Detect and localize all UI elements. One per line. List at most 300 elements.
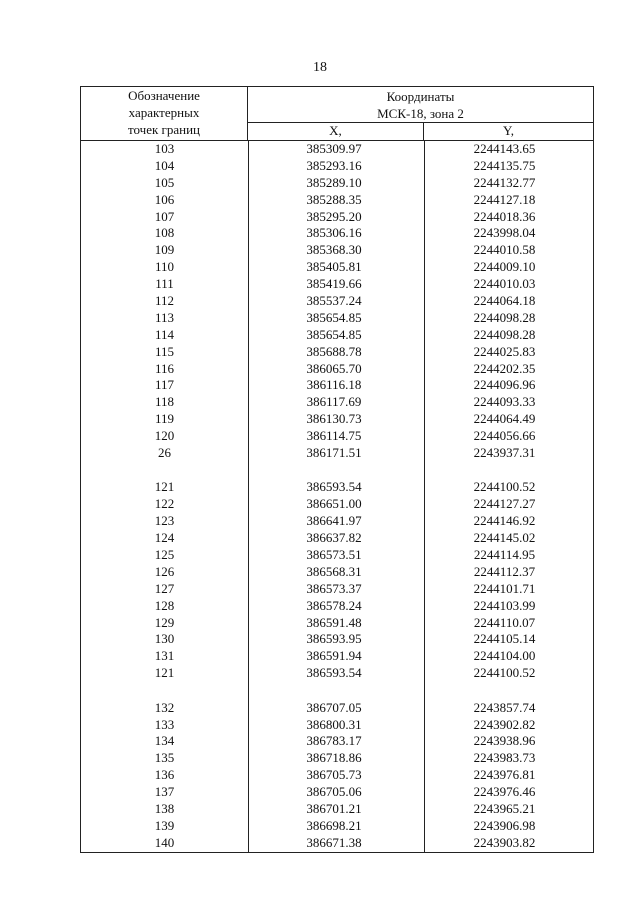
page-number: 18 bbox=[313, 60, 327, 75]
table-body bbox=[81, 141, 593, 852]
point-number-cell bbox=[81, 496, 248, 513]
x-coordinate-cell-text: 385295.20 bbox=[306, 208, 362, 224]
table-row bbox=[81, 327, 593, 344]
x-coordinate-cell bbox=[248, 310, 424, 327]
x-coordinate-cell-text: 385293.16 bbox=[306, 157, 362, 173]
point-number-cell-text: 109 bbox=[154, 242, 175, 258]
point-number-cell-text: 129 bbox=[154, 614, 175, 630]
x-coordinate-cell-text: 386591.94 bbox=[306, 648, 362, 664]
y-coordinate-cell bbox=[424, 767, 593, 784]
y-coordinate-cell-text: 2244127.18 bbox=[473, 191, 536, 207]
point-number-cell bbox=[81, 835, 248, 852]
point-number-cell-text: 133 bbox=[154, 716, 175, 732]
x-coordinate-cell bbox=[248, 513, 424, 530]
x-coordinate-cell bbox=[248, 225, 424, 242]
point-number-cell bbox=[81, 631, 248, 648]
point-number-cell bbox=[81, 801, 248, 818]
y-coordinate-cell bbox=[424, 225, 593, 242]
x-coordinate-cell bbox=[248, 801, 424, 818]
table-row bbox=[81, 209, 593, 226]
y-coordinate-cell bbox=[424, 428, 593, 445]
y-coordinate-cell-text: 2244110.07 bbox=[473, 614, 536, 630]
point-number-cell bbox=[81, 462, 248, 480]
table-row bbox=[81, 428, 593, 445]
point-number-cell-text: 104 bbox=[154, 157, 175, 173]
table-row bbox=[81, 700, 593, 717]
x-coordinate-cell bbox=[248, 462, 424, 480]
point-number-cell-text: 128 bbox=[154, 597, 175, 613]
table-row bbox=[81, 310, 593, 327]
y-coordinate-cell-text: 2244146.92 bbox=[473, 513, 536, 529]
point-number-cell bbox=[81, 598, 248, 615]
point-number-cell bbox=[81, 445, 248, 462]
point-number-cell-text: 124 bbox=[154, 530, 175, 546]
point-number-cell bbox=[81, 750, 248, 767]
y-coordinate-cell-text: 2244202.35 bbox=[473, 360, 536, 376]
table-row bbox=[81, 818, 593, 835]
y-coordinate-cell-text: 2244145.02 bbox=[473, 530, 536, 546]
x-coordinate-cell-text: 385654.85 bbox=[306, 326, 362, 342]
point-number-cell-text: 117 bbox=[154, 377, 175, 393]
point-number-cell bbox=[81, 158, 248, 175]
y-coordinate-cell-text: 2244096.96 bbox=[473, 377, 536, 393]
point-number-cell bbox=[81, 175, 248, 192]
y-coordinate-cell bbox=[424, 784, 593, 801]
x-coordinate-cell-text: 385405.81 bbox=[306, 259, 362, 275]
table-row bbox=[81, 225, 593, 242]
x-coordinate-cell bbox=[248, 750, 424, 767]
y-coordinate-cell bbox=[424, 700, 593, 717]
table-row-spacer bbox=[81, 462, 593, 480]
x-coordinate-cell bbox=[248, 530, 424, 547]
y-coordinate-cell bbox=[424, 496, 593, 513]
point-number-cell bbox=[81, 310, 248, 327]
point-number-cell bbox=[81, 615, 248, 632]
y-coordinate-cell bbox=[424, 717, 593, 734]
x-coordinate-cell bbox=[248, 598, 424, 615]
header-x: X, bbox=[248, 123, 424, 141]
x-coordinate-cell-text: 385654.85 bbox=[306, 309, 362, 325]
y-coordinate-cell bbox=[424, 411, 593, 428]
point-number-cell-text: 135 bbox=[154, 750, 175, 766]
table-row bbox=[81, 615, 593, 632]
x-coordinate-cell-text: 386651.00 bbox=[306, 496, 362, 512]
point-number-cell bbox=[81, 564, 248, 581]
header-point-designation-line: Обозначение bbox=[128, 88, 200, 103]
point-number-cell-text: 131 bbox=[154, 648, 175, 664]
y-coordinate-cell bbox=[424, 682, 593, 700]
table-row-spacer bbox=[81, 682, 593, 700]
y-coordinate-cell bbox=[424, 648, 593, 665]
point-number-cell-text: 132 bbox=[154, 699, 175, 715]
y-coordinate-cell bbox=[424, 327, 593, 344]
point-number-cell-text: 116 bbox=[154, 360, 175, 376]
point-number-cell bbox=[81, 818, 248, 835]
table-row bbox=[81, 835, 593, 852]
point-number-cell-text: 107 bbox=[154, 208, 175, 224]
table-row bbox=[81, 750, 593, 767]
table-row bbox=[81, 513, 593, 530]
y-coordinate-cell-text: 2244135.75 bbox=[473, 157, 536, 173]
table-row bbox=[81, 733, 593, 750]
point-number-cell-text: 123 bbox=[154, 513, 175, 529]
x-coordinate-cell-text: 386593.54 bbox=[306, 479, 362, 495]
y-coordinate-cell-text: 2244103.99 bbox=[473, 597, 536, 613]
point-number-cell-text: 140 bbox=[154, 834, 175, 850]
table-row bbox=[81, 259, 593, 276]
x-coordinate-cell bbox=[248, 835, 424, 852]
x-coordinate-cell bbox=[248, 445, 424, 462]
point-number-cell bbox=[81, 513, 248, 530]
header-point-designation bbox=[81, 87, 248, 140]
x-coordinate-cell bbox=[248, 615, 424, 632]
y-coordinate-cell bbox=[424, 276, 593, 293]
y-coordinate-cell bbox=[424, 158, 593, 175]
x-coordinate-cell-text: 386671.38 bbox=[306, 834, 362, 850]
y-coordinate-cell-text: 2244112.37 bbox=[473, 563, 536, 579]
point-number-cell-text: 103 bbox=[154, 141, 175, 156]
point-number-cell bbox=[81, 428, 248, 445]
x-coordinate-cell-text: 385288.35 bbox=[306, 191, 362, 207]
y-coordinate-cell-text: 2244064.49 bbox=[473, 411, 536, 427]
x-coordinate-cell bbox=[248, 733, 424, 750]
y-coordinate-cell-text: 2244018.36 bbox=[473, 208, 536, 224]
x-coordinate-cell bbox=[248, 242, 424, 259]
table-row bbox=[81, 665, 593, 682]
y-coordinate-cell-text: 2243937.31 bbox=[473, 445, 536, 461]
y-coordinate-cell bbox=[424, 530, 593, 547]
point-number-cell-text: 125 bbox=[154, 546, 175, 562]
x-coordinate-cell bbox=[248, 700, 424, 717]
point-number-cell-text: 137 bbox=[154, 784, 175, 800]
point-number-cell-text: 139 bbox=[154, 817, 175, 833]
table-row bbox=[81, 445, 593, 462]
x-coordinate-cell-text: 386578.24 bbox=[306, 597, 362, 613]
x-coordinate-cell-text: 386573.37 bbox=[306, 580, 362, 596]
point-number-cell-text: 115 bbox=[154, 343, 175, 359]
x-coordinate-cell-text: 385537.24 bbox=[306, 293, 362, 309]
x-coordinate-cell bbox=[248, 411, 424, 428]
y-coordinate-cell bbox=[424, 293, 593, 310]
x-coordinate-cell bbox=[248, 767, 424, 784]
y-coordinate-cell bbox=[424, 377, 593, 394]
point-number-cell bbox=[81, 192, 248, 209]
x-coordinate-cell-text: 386637.82 bbox=[306, 530, 362, 546]
y-coordinate-cell bbox=[424, 835, 593, 852]
x-coordinate-cell-text: 386701.21 bbox=[306, 800, 362, 816]
y-coordinate-cell-text: 2244093.33 bbox=[473, 394, 536, 410]
x-coordinate-cell-text: 386593.95 bbox=[306, 631, 362, 647]
x-coordinate-cell bbox=[248, 428, 424, 445]
point-number-cell bbox=[81, 276, 248, 293]
point-number-cell bbox=[81, 259, 248, 276]
y-coordinate-cell bbox=[424, 581, 593, 598]
x-coordinate-cell bbox=[248, 631, 424, 648]
point-number-cell-text: 112 bbox=[154, 293, 175, 309]
x-coordinate-cell-text: 386117.69 bbox=[306, 394, 362, 410]
y-coordinate-cell-text: 2244143.65 bbox=[473, 141, 536, 156]
y-coordinate-cell-text: 2243902.82 bbox=[473, 716, 536, 732]
y-coordinate-cell-text: 2244025.83 bbox=[473, 343, 536, 359]
x-coordinate-cell bbox=[248, 564, 424, 581]
x-coordinate-cell bbox=[248, 479, 424, 496]
point-number-cell-text: 127 bbox=[154, 580, 175, 596]
y-coordinate-cell-text: 2243998.04 bbox=[473, 225, 536, 241]
y-coordinate-cell-text: 2243965.21 bbox=[473, 800, 536, 816]
y-coordinate-cell-text: 2243938.96 bbox=[473, 733, 536, 749]
point-number-cell bbox=[81, 547, 248, 564]
table-row bbox=[81, 192, 593, 209]
y-coordinate-cell bbox=[424, 462, 593, 480]
point-number-cell bbox=[81, 141, 248, 158]
y-coordinate-cell-text: 2244100.52 bbox=[473, 665, 536, 681]
point-number-cell bbox=[81, 479, 248, 496]
x-coordinate-cell bbox=[248, 175, 424, 192]
table-row bbox=[81, 581, 593, 598]
table-row bbox=[81, 496, 593, 513]
y-coordinate-cell-text: 2243906.98 bbox=[473, 817, 536, 833]
y-coordinate-cell-text: 2244100.52 bbox=[473, 479, 536, 495]
y-coordinate-cell bbox=[424, 242, 593, 259]
table-row bbox=[81, 564, 593, 581]
x-coordinate-cell bbox=[248, 344, 424, 361]
x-coordinate-cell bbox=[248, 682, 424, 700]
point-number-cell bbox=[81, 344, 248, 361]
y-coordinate-cell-text: 2243857.74 bbox=[473, 699, 536, 715]
y-coordinate-cell bbox=[424, 361, 593, 378]
y-coordinate-cell-text: 2244098.28 bbox=[473, 309, 536, 325]
x-coordinate-cell-text: 386591.48 bbox=[306, 614, 362, 630]
point-number-cell-text: 111 bbox=[155, 276, 174, 292]
point-number-cell-text: 118 bbox=[154, 394, 175, 410]
x-coordinate-cell-text: 386705.06 bbox=[306, 784, 362, 800]
x-coordinate-cell-text: 386641.97 bbox=[306, 513, 362, 529]
y-coordinate-cell bbox=[424, 445, 593, 462]
header-point-designation-line: точек границ bbox=[127, 122, 201, 137]
x-coordinate-cell-text: 386116.18 bbox=[306, 377, 362, 393]
table-row bbox=[81, 377, 593, 394]
y-coordinate-cell bbox=[424, 479, 593, 496]
point-number-cell bbox=[81, 411, 248, 428]
y-coordinate-cell-text: 2244064.18 bbox=[473, 293, 536, 309]
table-row bbox=[81, 141, 593, 158]
y-coordinate-cell bbox=[424, 631, 593, 648]
y-coordinate-cell bbox=[424, 665, 593, 682]
table-row bbox=[81, 361, 593, 378]
point-number-cell-text: 105 bbox=[154, 174, 175, 190]
point-number-cell-text: 126 bbox=[154, 563, 175, 579]
x-coordinate-cell-text: 386800.31 bbox=[306, 716, 362, 732]
y-coordinate-cell bbox=[424, 259, 593, 276]
x-coordinate-cell-text: 386705.73 bbox=[306, 767, 362, 783]
x-coordinate-cell bbox=[248, 141, 424, 158]
table-row bbox=[81, 394, 593, 411]
header-axis-columns bbox=[248, 123, 593, 141]
y-coordinate-cell bbox=[424, 192, 593, 209]
point-number-cell bbox=[81, 581, 248, 598]
table-row bbox=[81, 547, 593, 564]
y-coordinate-cell bbox=[424, 750, 593, 767]
x-coordinate-cell-text: 386568.31 bbox=[306, 563, 362, 579]
point-number-cell-text: 138 bbox=[154, 800, 175, 816]
x-coordinate-cell bbox=[248, 361, 424, 378]
header-coordinates-title bbox=[248, 87, 593, 123]
x-coordinate-cell bbox=[248, 377, 424, 394]
x-coordinate-cell bbox=[248, 784, 424, 801]
header-coordinates-title-line: МСК-18, зона 2 bbox=[377, 106, 464, 121]
header-coordinates bbox=[248, 87, 593, 140]
y-coordinate-cell bbox=[424, 733, 593, 750]
x-coordinate-cell bbox=[248, 496, 424, 513]
table-row bbox=[81, 717, 593, 734]
x-coordinate-cell bbox=[248, 158, 424, 175]
table-row bbox=[81, 648, 593, 665]
point-number-cell bbox=[81, 377, 248, 394]
table-row bbox=[81, 158, 593, 175]
y-coordinate-cell bbox=[424, 547, 593, 564]
y-coordinate-cell-text: 2244009.10 bbox=[473, 259, 536, 275]
x-coordinate-cell bbox=[248, 276, 424, 293]
x-coordinate-cell-text: 386065.70 bbox=[306, 360, 362, 376]
y-coordinate-cell-text: 2244010.58 bbox=[473, 242, 536, 258]
y-coordinate-cell-text: 2244101.71 bbox=[473, 580, 536, 596]
y-coordinate-cell bbox=[424, 344, 593, 361]
point-number-cell bbox=[81, 394, 248, 411]
point-number-cell bbox=[81, 209, 248, 226]
y-coordinate-cell-text: 2244114.95 bbox=[473, 546, 536, 562]
x-coordinate-cell bbox=[248, 293, 424, 310]
y-coordinate-cell-text: 2244056.66 bbox=[473, 428, 536, 444]
point-number-cell bbox=[81, 293, 248, 310]
table-row bbox=[81, 242, 593, 259]
x-coordinate-cell-text: 386130.73 bbox=[306, 411, 362, 427]
table-header bbox=[81, 87, 593, 141]
header-point-designation-line: характерных bbox=[128, 105, 200, 120]
point-number-cell-text: 121 bbox=[154, 665, 175, 681]
x-coordinate-cell bbox=[248, 259, 424, 276]
x-coordinate-cell-text: 385309.97 bbox=[306, 141, 362, 156]
table-row bbox=[81, 530, 593, 547]
point-number-cell bbox=[81, 225, 248, 242]
table-row bbox=[81, 411, 593, 428]
point-number-cell-text: 134 bbox=[154, 733, 175, 749]
x-coordinate-cell-text: 386573.51 bbox=[306, 546, 362, 562]
y-coordinate-cell bbox=[424, 615, 593, 632]
y-coordinate-cell-text: 2244132.77 bbox=[473, 174, 536, 190]
x-coordinate-cell-text: 386718.86 bbox=[306, 750, 362, 766]
y-coordinate-cell-text: 2244010.03 bbox=[473, 276, 536, 292]
table-row bbox=[81, 631, 593, 648]
point-number-cell bbox=[81, 327, 248, 344]
coordinates-table bbox=[80, 86, 594, 853]
point-number-cell bbox=[81, 242, 248, 259]
x-coordinate-cell-text: 385368.30 bbox=[306, 242, 362, 258]
point-number-cell-text: 110 bbox=[154, 259, 175, 275]
y-coordinate-cell bbox=[424, 818, 593, 835]
point-number-cell bbox=[81, 682, 248, 700]
point-number-cell-text: 26 bbox=[158, 445, 171, 461]
point-number-cell bbox=[81, 530, 248, 547]
x-coordinate-cell bbox=[248, 547, 424, 564]
point-number-cell bbox=[81, 665, 248, 682]
x-coordinate-cell-text: 386593.54 bbox=[306, 665, 362, 681]
point-number-cell bbox=[81, 733, 248, 750]
point-number-cell-text: 108 bbox=[154, 225, 175, 241]
y-coordinate-cell-text: 2244098.28 bbox=[473, 326, 536, 342]
point-number-cell-text: 113 bbox=[154, 309, 175, 325]
y-coordinate-cell bbox=[424, 141, 593, 158]
point-number-cell-text: 114 bbox=[154, 326, 175, 342]
table-row bbox=[81, 175, 593, 192]
y-coordinate-cell-text: 2243903.82 bbox=[473, 834, 536, 850]
table-row bbox=[81, 801, 593, 818]
y-coordinate-cell-text: 2243976.81 bbox=[473, 767, 536, 783]
y-coordinate-cell bbox=[424, 209, 593, 226]
point-number-cell bbox=[81, 648, 248, 665]
header-y: Y, bbox=[503, 123, 514, 138]
y-coordinate-cell bbox=[424, 394, 593, 411]
y-coordinate-cell bbox=[424, 801, 593, 818]
x-coordinate-cell bbox=[248, 394, 424, 411]
y-coordinate-cell bbox=[424, 598, 593, 615]
point-number-cell-text: 106 bbox=[154, 191, 175, 207]
x-coordinate-cell-text: 386171.51 bbox=[306, 445, 362, 461]
table-row bbox=[81, 293, 593, 310]
point-number-cell bbox=[81, 784, 248, 801]
x-coordinate-cell bbox=[248, 665, 424, 682]
x-coordinate-cell bbox=[248, 648, 424, 665]
table-row bbox=[81, 276, 593, 293]
point-number-cell bbox=[81, 717, 248, 734]
point-number-cell-text: 120 bbox=[154, 428, 175, 444]
x-coordinate-cell bbox=[248, 581, 424, 598]
y-coordinate-cell-text: 2243983.73 bbox=[473, 750, 536, 766]
point-number-cell-text: 121 bbox=[154, 479, 175, 495]
table-row bbox=[81, 767, 593, 784]
x-coordinate-cell bbox=[248, 818, 424, 835]
x-coordinate-cell-text: 386707.05 bbox=[306, 699, 362, 715]
x-coordinate-cell-text: 386783.17 bbox=[306, 733, 362, 749]
x-coordinate-cell-text: 385306.16 bbox=[306, 225, 362, 241]
point-number-cell bbox=[81, 361, 248, 378]
y-coordinate-cell-text: 2244104.00 bbox=[473, 648, 536, 664]
y-coordinate-cell-text: 2244105.14 bbox=[473, 631, 536, 647]
table-row bbox=[81, 784, 593, 801]
point-number-cell bbox=[81, 700, 248, 717]
y-coordinate-cell bbox=[424, 564, 593, 581]
x-coordinate-cell-text: 386698.21 bbox=[306, 817, 362, 833]
table-row bbox=[81, 344, 593, 361]
y-coordinate-cell-text: 2244127.27 bbox=[473, 496, 536, 512]
point-number-cell bbox=[81, 767, 248, 784]
point-number-cell-text: 136 bbox=[154, 767, 175, 783]
y-coordinate-cell bbox=[424, 310, 593, 327]
x-coordinate-cell bbox=[248, 209, 424, 226]
x-coordinate-cell-text: 385289.10 bbox=[306, 174, 362, 190]
x-coordinate-cell bbox=[248, 192, 424, 209]
x-coordinate-cell-text: 385419.66 bbox=[306, 276, 362, 292]
table-row bbox=[81, 598, 593, 615]
point-number-cell-text: 130 bbox=[154, 631, 175, 647]
point-number-cell-text: 122 bbox=[154, 496, 175, 512]
x-coordinate-cell-text: 386114.75 bbox=[306, 428, 362, 444]
x-coordinate-cell-text: 385688.78 bbox=[306, 343, 362, 359]
y-coordinate-cell-text: 2243976.46 bbox=[473, 784, 536, 800]
header-coordinates-title-line: Координаты bbox=[386, 89, 455, 104]
x-coordinate-cell bbox=[248, 717, 424, 734]
y-coordinate-cell bbox=[424, 513, 593, 530]
point-number-cell-text: 119 bbox=[154, 411, 175, 427]
